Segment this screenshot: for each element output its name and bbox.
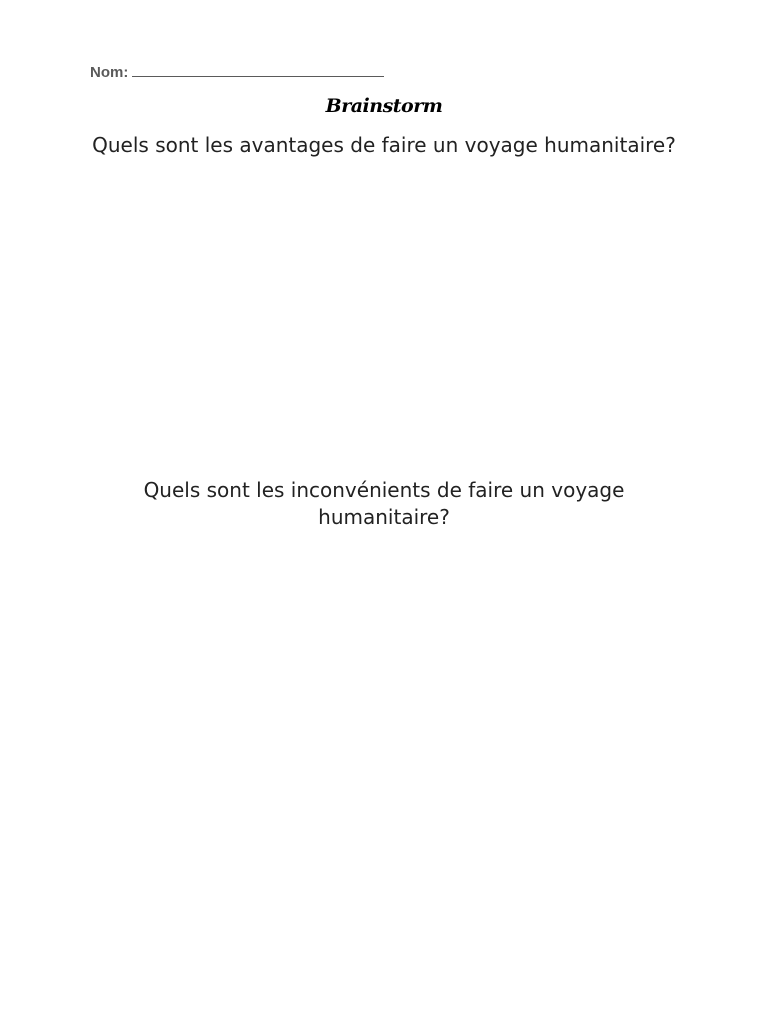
page-title: Brainstorm bbox=[325, 95, 443, 117]
question-advantages: Quels sont les avantages de faire un voyage humanitaire? bbox=[92, 133, 676, 157]
name-field-row bbox=[90, 64, 384, 81]
question-disadvantages: Quels sont les inconvénients de faire un voyage humanitaire? bbox=[143, 478, 625, 529]
name-label: Nom: bbox=[90, 64, 129, 81]
name-blank-line bbox=[132, 64, 384, 77]
